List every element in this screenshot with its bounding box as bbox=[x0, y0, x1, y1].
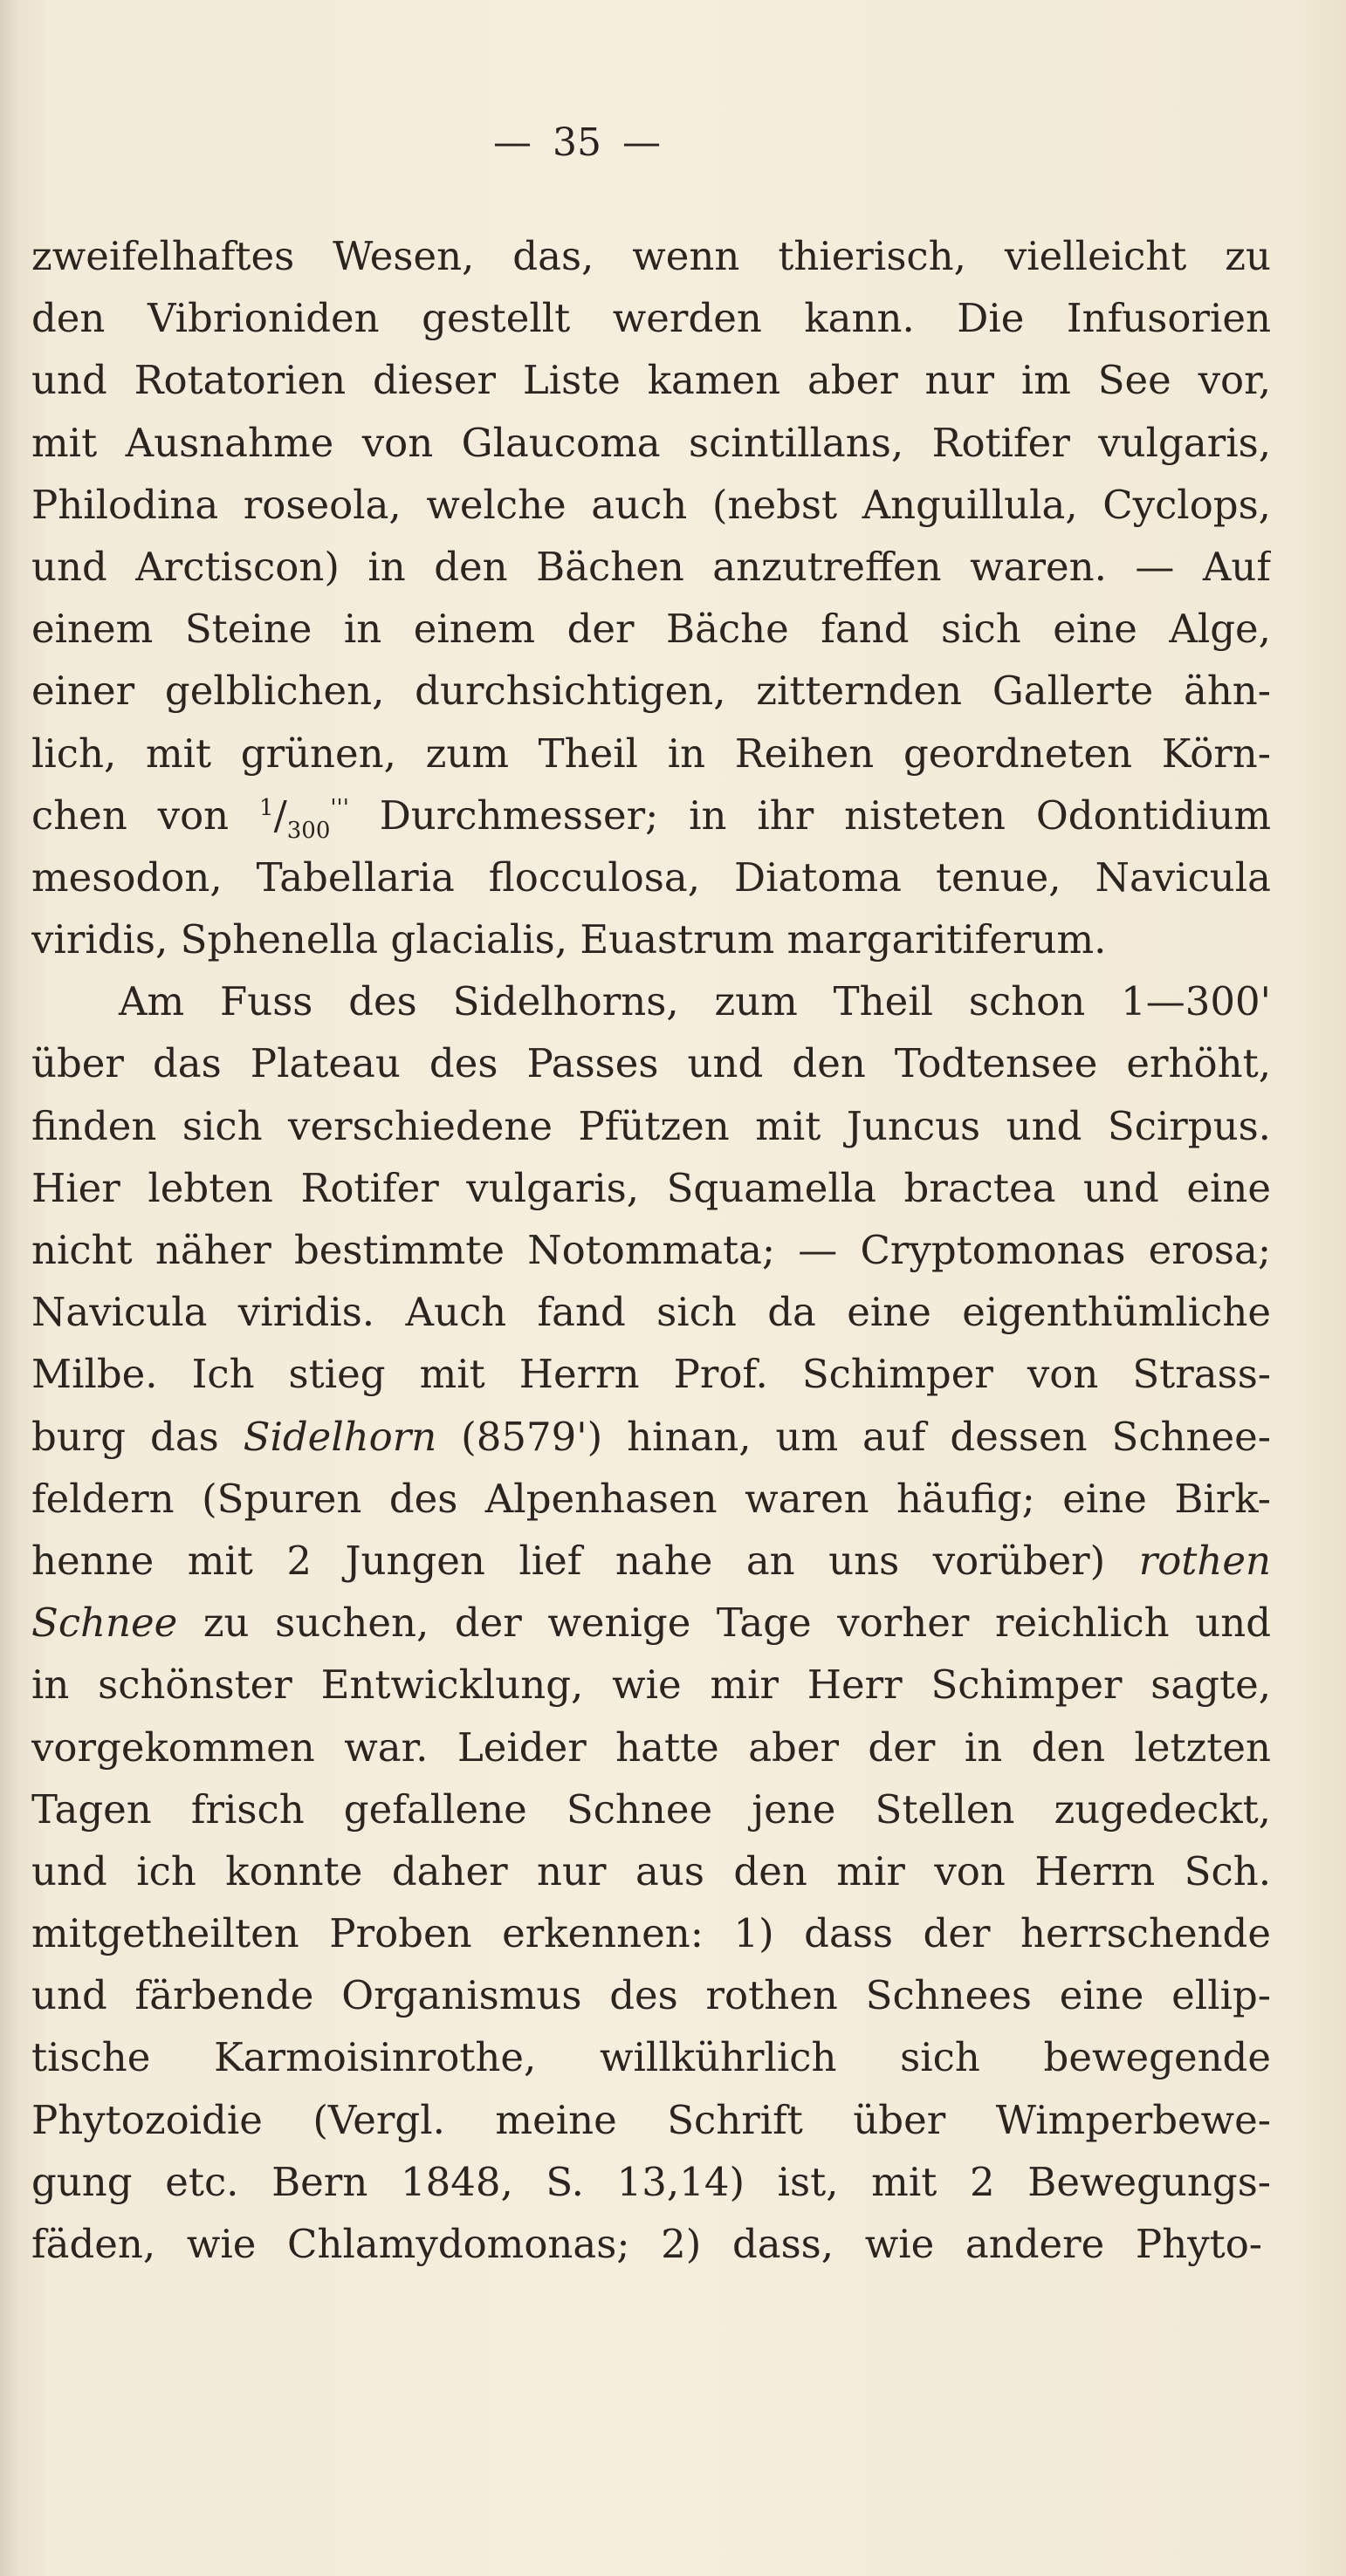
text-line-with-italic bbox=[31, 1406, 1271, 1468]
text-line: und ich konnte daher nur aus den mir von Herrn Sch. bbox=[31, 1847, 1271, 1894]
text-line: tische Karmoisinrothe, willkührlich sich bewegende bbox=[31, 2034, 1271, 2081]
italic-term: rothen bbox=[1138, 1537, 1271, 1584]
fraction-numerator: 1 bbox=[259, 794, 274, 821]
text-line-with-italic bbox=[31, 1530, 1271, 1592]
text-run: chen von bbox=[31, 791, 260, 839]
paragraph-start-line: Am Fuss des Sidelhorns, zum Theil schon 1—300' bbox=[119, 978, 1271, 1025]
text-line: einer gelblichen, durchsichtigen, zitternden Gallerte ähn- bbox=[31, 668, 1271, 715]
text-run: henne mit 2 Jungen lief nahe an uns vorüber) bbox=[31, 1537, 1139, 1584]
page-number-dash-left: — bbox=[493, 120, 532, 165]
italic-term: Sidelhorn bbox=[243, 1413, 437, 1460]
text-line: und Rotatorien dieser Liste kamen aber nur im See vor, bbox=[31, 357, 1271, 404]
text-line: vorgekommen war. Leider hatte aber der in den letzten bbox=[31, 1723, 1271, 1771]
text-line-with-fraction bbox=[31, 784, 1271, 846]
text-line: viridis, Sphenella glacialis, Euastrum margaritiferum. bbox=[31, 916, 1107, 963]
text-line: den Vibrioniden gestellt werden kann. Die Infusorien bbox=[31, 295, 1271, 342]
text-line-with-italic bbox=[31, 1592, 1271, 1654]
text-line: mitgetheilten Proben erkennen: 1) dass der herrschende bbox=[31, 1910, 1271, 1957]
text-line: finden sich verschiedene Pfützen mit Juncus und Scirpus. bbox=[31, 1102, 1271, 1149]
text-line: zweifelhaftes Wesen, das, wenn thierisch, vielleicht zu bbox=[31, 233, 1271, 279]
text-line: feldern (Spuren des Alpenhasen waren häufig; eine Birk- bbox=[31, 1475, 1271, 1522]
text-line: fäden, wie Chlamydomonas; 2) dass, wie andere Phyto- bbox=[31, 2221, 1262, 2267]
text-line: lich, mit grünen, zum Theil in Reihen geordneten Körn- bbox=[31, 730, 1271, 777]
text-line: und Arctiscon) in den Bächen anzutreffen waren. — Auf bbox=[31, 543, 1271, 590]
text-line: mesodon, Tabellaria flocculosa, Diatoma tenue, Navicula bbox=[31, 853, 1271, 901]
text-line: Milbe. Ich stieg mit Herrn Prof. Schimper von Strass- bbox=[31, 1351, 1271, 1398]
fraction-denominator: 300 bbox=[286, 817, 331, 844]
italic-term: Schnee bbox=[31, 1600, 178, 1647]
text-line: Tagen frisch gefallene Schnee jene Stellen zugedeckt, bbox=[31, 1785, 1271, 1833]
text-run: Durchmesser; in ihr nisteten Odontidium bbox=[348, 791, 1271, 839]
text-line: gung etc. Bern 1848, S. 13,14) ist, mit 2 Bewegungs- bbox=[31, 2158, 1271, 2205]
text-line: einem Steine in einem der Bäche fand sich eine Alge, bbox=[31, 606, 1271, 653]
page-number: 35 bbox=[553, 120, 601, 165]
text-line: Hier lebten Rotifer vulgaris, Squamella bractea und eine bbox=[31, 1164, 1271, 1211]
line-unit-mark: ''' bbox=[330, 794, 349, 821]
text-line: Phytozoidie (Vergl. meine Schrift über Wimperbewe- bbox=[31, 2096, 1271, 2143]
text-line: nicht näher bestimmte Notommata; — Cryptomonas erosa; bbox=[31, 1227, 1271, 1273]
text-line: über das Plateau des Passes und den Todtensee erhöht, bbox=[31, 1040, 1271, 1087]
text-line: Philodina roseola, welche auch (nebst Anguillula, Cyclops, bbox=[31, 481, 1271, 528]
text-line: in schönster Entwicklung, wie mir Herr Schimper sagte, bbox=[31, 1661, 1271, 1709]
page-number-dash-right: — bbox=[622, 120, 661, 165]
text-line: Navicula viridis. Auch fand sich da eine eigenthümliche bbox=[31, 1289, 1271, 1336]
page-number-header bbox=[0, 120, 1250, 165]
text-line: mit Ausnahme von Glaucoma scintillans, Rotifer vulgaris, bbox=[31, 419, 1271, 466]
body-text bbox=[31, 225, 1271, 2275]
text-run: zu suchen, der wenige Tage vorher reichlich und bbox=[177, 1600, 1271, 1647]
text-line: und färbende Organismus des rothen Schnees eine ellip- bbox=[31, 1972, 1271, 2019]
text-run: (8579') hinan, um auf dessen Schnee- bbox=[436, 1413, 1271, 1460]
text-run: burg das bbox=[31, 1413, 244, 1460]
fraction-slash: / bbox=[273, 791, 287, 839]
